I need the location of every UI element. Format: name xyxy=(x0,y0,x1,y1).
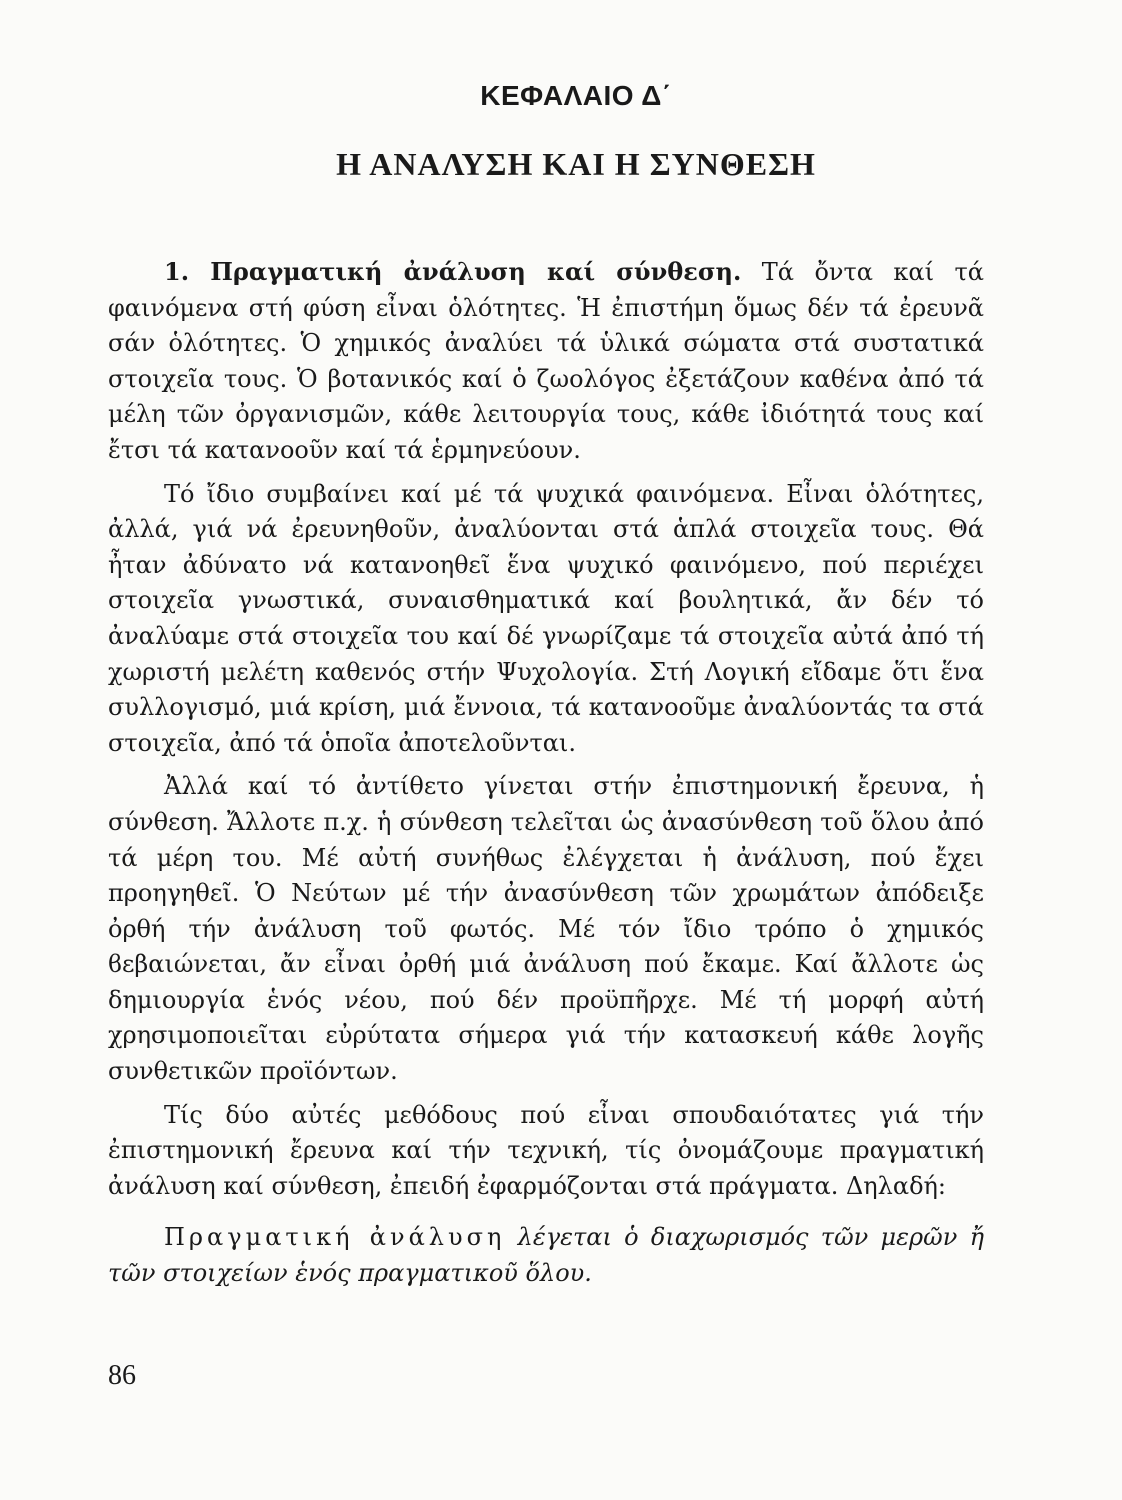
paragraph-1-text: Τά ὄντα καί τά φαινόμενα στή φύση εἶναι ὁλότητες. Ἡ ἐπιστήμη ὅμως δέν τά ἐρευνᾶ σάν ὁλότητες. Ὁ χημικός ἀναλύει τά ὑλικά σώματα στά συστατικά στοιχεῖα τους. Ὁ βοτανικός καί ὁ ζωολόγος ἐξετάζουν καθένα ἀπό τά μέλη τῶν ὀργανισμῶν, κάθε λειτουργία τους, κάθε ἰδιότητά τους καί ἔτσι τά κατανοοῦν καί τά ἑρμηνεύουν. xyxy=(108,258,984,464)
definition xyxy=(108,1220,984,1291)
paragraph-4: Τίς δύο αὐτές μεθόδους πού εἶναι σπουδαιότατες γιά τήν ἐπιστημονική ἔρευνα καί τήν τεχνική, τίς ὀνομάζουμε πραγματική ἀνάλυση καί σύνθεση, ἐπειδή ἐφαρμόζονται στά πράγματα. Δηλαδή: xyxy=(108,1100,984,1200)
body-text xyxy=(108,254,984,1292)
definition-term: Πραγματική ἀνάλυση xyxy=(164,1223,506,1252)
chapter-label: ΚΕΦΑΛΑΙΟ Δ΄ xyxy=(480,80,672,111)
paragraph-3: Ἀλλά καί τό ἀντίθετο γίνεται στήν ἐπιστημονική ἔρευνα, ἡ σύνθεση. Ἄλλοτε π.χ. ἡ σύνθεση τελεῖται ὡς ἀνασύνθεση τοῦ ὅλου ἀπό τά μέρη του. Μέ αὐτή συνήθως ἐλέγχεται ἡ ἀνάλυση, πού ἔχει προηγηθεῖ. Ὁ Νεύτων μέ τήν ἀνασύνθεση τῶν χρωμάτων ἀπόδειξε ὀρθή τήν ἀνάλυση τοῦ φωτός. Μέ τόν ἴδιο τρόπο ὁ χημικός ϐεβαιώνεται, ἄν εἶναι ὀρθή μιά ἀνάλυση πού ἔκαμε. Καί ἄλλοτε ὡς δημιουργία ἑνός νέου, πού δέν προϋπῆρχε. Μέ τή μορφή αὐτή χρησιμοποιεῖται εὐρύτατα σήμερα γιά τήν κατασκευή κάθε λογῆς συνθετικῶν προϊόντων. xyxy=(108,772,984,1086)
paragraph-1 xyxy=(108,254,984,469)
section-heading: 1. Πραγματική ἀνάλυση καί σύνθεση. xyxy=(164,257,742,286)
page-number: 86 xyxy=(108,1360,136,1391)
paragraph-2: Τό ἴδιο συμβαίνει καί μέ τά ψυχικά φαινόμενα. Εἶναι ὁλότητες, ἀλλά, γιά νά ἐρευνηθοῦν, ἀναλύονται στά ἁπλά στοιχεῖα τους. Θά ἦταν ἀδύνατο νά κατανοηθεῖ ἕνα ψυχικό φαινόμενο, πού περιέχει στοιχεῖα γνωστικά, συναισθηματικά καί βουλητικά, ἄν δέν τό ἀναλύαμε στά στοιχεῖα του καί δέ γνωρίζαμε τά στοιχεῖα αὐτά ἀπό τή χωριστή μελέτη καθενός στήν Ψυχολογία. Στή Λογική εἴδαμε ὅτι ἕνα συλλογισμό, μιά κρίση, μιά ἔννοια, τά κατανοοῦμε ἀναλύοντάς τα στά στοιχεῖα, ἀπό τά ὁποῖα ἀποτελοῦνται. xyxy=(108,479,984,757)
chapter-title: Η ΑΝΑΛΥΣΗ ΚΑΙ Η ΣΥΝΘΕΣΗ xyxy=(336,146,816,182)
definition-text: λέγεται ὁ διαχωρισμός τῶν μερῶν ἤ τῶν στοιχείων ἑνός πραγματικοῦ ὅλου. xyxy=(108,1223,984,1288)
